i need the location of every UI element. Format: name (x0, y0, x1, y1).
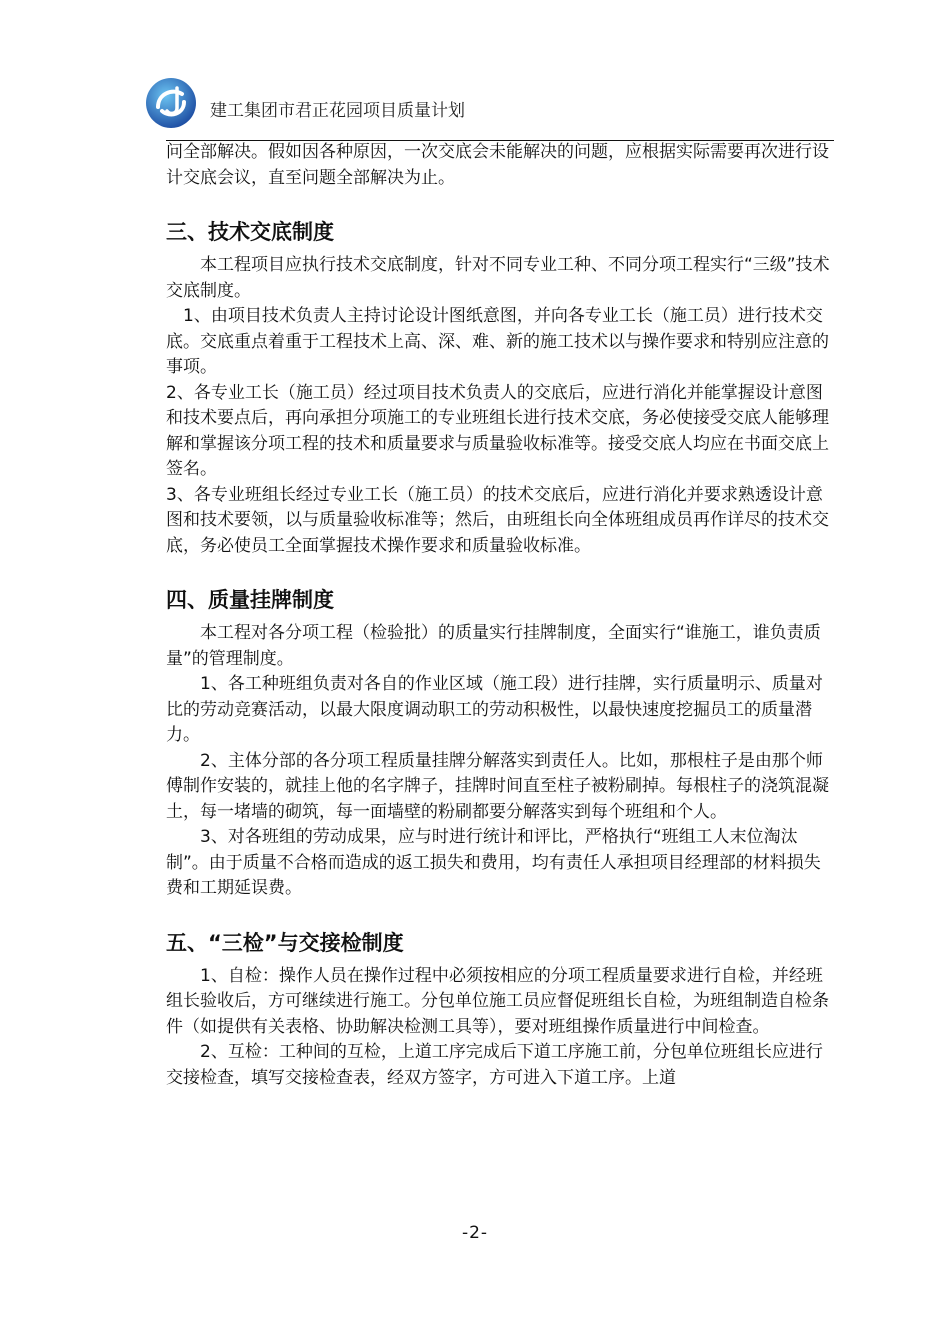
section3-paragraph: 3、各专业班组长经过专业工长（施工员）的技术交底后，应进行消化并要求熟透设计意图和技术要领，以与质量验收标准等；然后，由班组长向全体班组成员再作详尽的技术交底，务必使员工全面掌握技术操作要求和质量验收标准。 (166, 484, 829, 556)
intro-continuation: 问全部解决。假如因各种原因，一次交底会未能解决的问题，应根据实际需要再次进行设计交底会议，直至问题全部解决为止。 (166, 142, 829, 188)
section5-paragraph: 2、互检：工种间的互检，上道工序完成后下道工序施工前，分包单位班组长应进行交接检查，填写交接检查表，经双方签字，方可进入下道工序。上道 (166, 1042, 823, 1088)
section3-paragraph: 1、由项目技术负责人主持讨论设计图纸意图，并向各专业工长（施工员）进行技术交底。交底重点着重于工程技术上高、深、难、新的施工技术以与操作要求和特别应注意的事项。 (166, 306, 829, 377)
section5-heading: 五、“三检”与交接检制度 (166, 930, 404, 955)
section4-paragraph: 1、各工种班组负责对各自的作业区域（施工段）进行挂牌，实行质量明示、质量对比的劳动竞赛活动，以最大限度调动职工的劳动积极性，以最快速度挖掘员工的质量潜力。 (166, 674, 823, 745)
section3-paragraph: 本工程项目应执行技术交底制度，针对不同专业工种、不同分项工程实行“三级”技术交底制度。 (166, 255, 830, 301)
document-body (166, 140, 834, 1091)
section4-paragraph: 本工程对各分项工程（检验批）的质量实行挂牌制度，全面实行“谁施工，谁负责质量”的管理制度。 (166, 623, 821, 669)
section3-paragraph: 2、各专业工长（施工员）经过项目技术负责人的交底后，应进行消化并能掌握设计意图和技术要点后，再向承担分项施工的专业班组长进行技术交底，务必使接受交底人能够理解和掌握该分项工程的技术和质量要求与质量验收标准等。接受交底人均应在书面交底上签名。 (166, 382, 829, 479)
section4-heading: 四、质量挂牌制度 (166, 588, 334, 612)
section3-heading: 三、技术交底制度 (166, 220, 334, 244)
page-number: -2- (461, 1223, 489, 1243)
section4-paragraph: 2、主体分部的各分项工程质量挂牌分解落实到责任人。比如，那根柱子是由那个师傅制作安装的，就挂上他的名字牌子，挂牌时间直至柱子被粉刷掉。每根柱子的浇筑混凝土，每一堵墙的砌筑，每一面墙壁的粉刷都要分解落实到每个班组和个人。 (166, 750, 829, 822)
company-logo-icon (144, 76, 198, 130)
section4-paragraph: 3、对各班组的劳动成果，应与时进行统计和评比，严格执行“班组工人末位淘汰制”。由于质量不合格而造成的返工损失和费用，均有责任人承担项目经理部的材料损失费和工期延误费。 (166, 827, 821, 898)
page-header (140, 72, 834, 142)
document-title: 建工集团市君正花园项目质量计划 (210, 101, 465, 121)
section5-paragraph: 1、自检：操作人员在操作过程中必须按相应的分项工程质量要求进行自检，并经班组长验收后，方可继续进行施工。分包单位施工员应督促班组长自检，为班组制造自检条件（如提供有关表格、协助解决检测工具等），要对班组操作质量进行中间检查。 (166, 965, 829, 1037)
